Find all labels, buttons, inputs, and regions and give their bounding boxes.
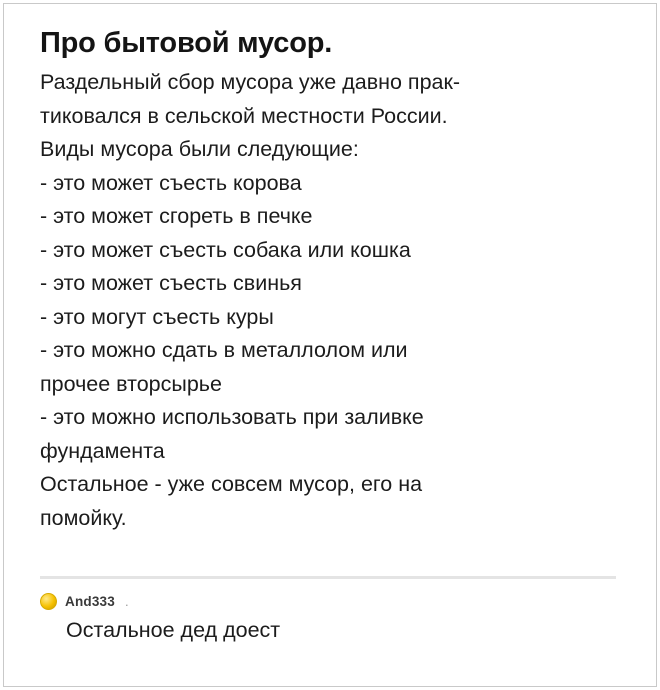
- post-list-item-continuation: фундамента: [40, 438, 165, 463]
- post-list-item-continuation: прочее вторсырье: [40, 371, 222, 396]
- comment-header: [40, 590, 616, 612]
- divider: [40, 576, 616, 579]
- comment-text: Остальное дед доест: [66, 618, 281, 642]
- image-frame: [3, 3, 657, 687]
- post-list-item: - это могут съесть куры: [40, 304, 274, 329]
- post-line: помойку.: [40, 505, 127, 530]
- post-line: Остальное - уже совсем мусор, его на: [40, 472, 423, 496]
- post-line: тиковался в сельской местности России.: [40, 103, 448, 128]
- post-list-item: - это может съесть свинья: [40, 271, 302, 295]
- comment-meta-separator: .: [124, 593, 129, 609]
- post-list-item: - это может съесть корова: [40, 170, 302, 195]
- post-body: [40, 66, 628, 535]
- post-line: Виды мусора были следующие:: [40, 137, 359, 161]
- comment-author-link[interactable]: And333: [65, 593, 115, 609]
- post-list-item: - это можно использовать при заливке: [40, 405, 424, 429]
- page-title: Про бытовой мусор.: [40, 27, 333, 59]
- post-card: [40, 26, 628, 535]
- post-list-item: - это можно сдать в металлолом или: [40, 338, 408, 362]
- user-avatar-circle-icon: [40, 593, 57, 610]
- post-list-item: - это может сгореть в печке: [40, 204, 313, 228]
- post-line: Раздельный сбор мусора уже давно прак-: [40, 70, 461, 94]
- comment: [40, 590, 616, 644]
- post-list-item: - это может съесть собака или кошка: [40, 237, 411, 262]
